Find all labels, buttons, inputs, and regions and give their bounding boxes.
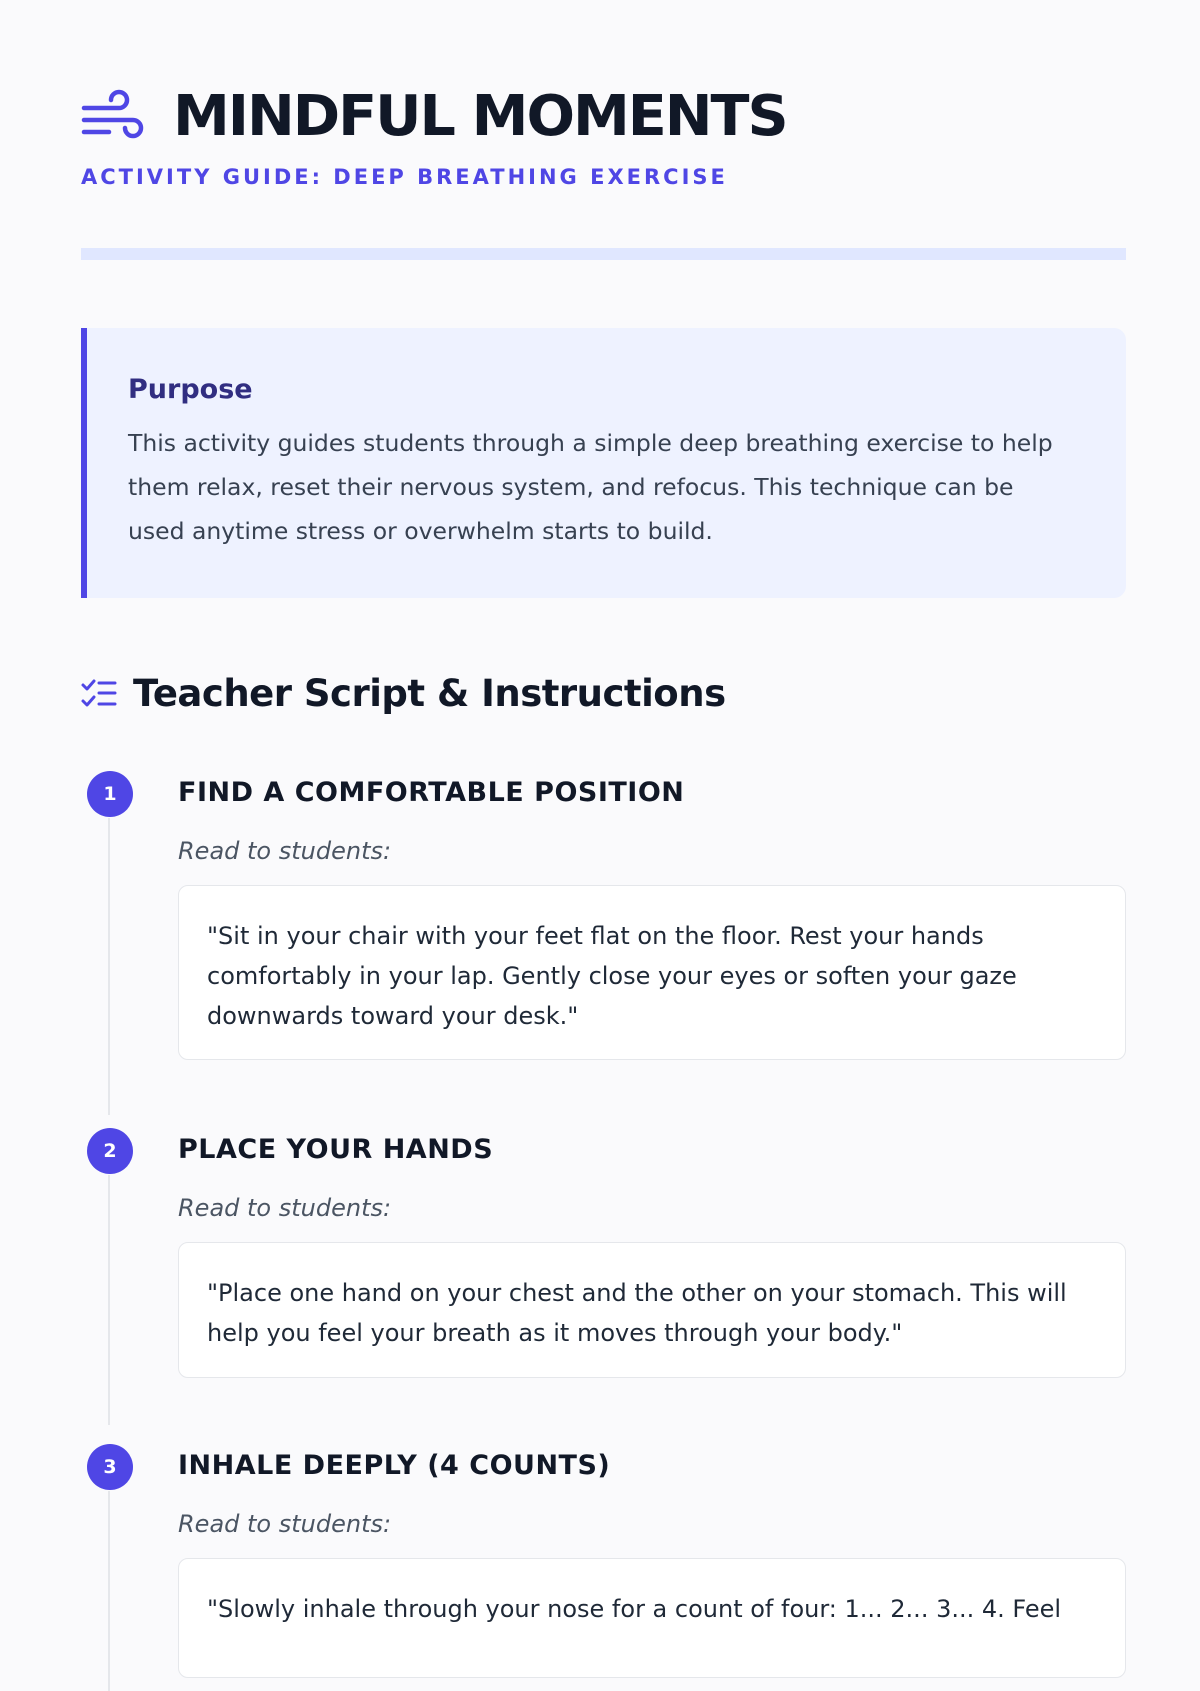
page-title: MINDFUL MOMENTS: [173, 84, 787, 149]
step-connector: [108, 818, 110, 1115]
purpose-text: This activity guides students through a simple deep breathing exercise to help them relax, reset their nervous system, and refocus. This technique can be used anytime stress or overwhelm starts to build.: [128, 429, 1053, 545]
purpose-callout: [81, 328, 1126, 598]
page-header: [81, 82, 787, 152]
step-prompt: Read to students:: [178, 837, 392, 865]
section-title: Teacher Script & Instructions: [133, 671, 726, 715]
step-number-badge: 3: [87, 1444, 133, 1490]
activity-guide-page: [81, 0, 1126, 1623]
step-prompt: Read to students:: [178, 1510, 392, 1538]
purpose-heading: Purpose: [128, 374, 253, 405]
step-number-badge: 1: [87, 771, 133, 817]
checklist-icon: [81, 677, 117, 709]
page-subtitle: ACTIVITY GUIDE: DEEP BREATHING EXERCISE: [81, 165, 728, 189]
section-heading: [81, 668, 726, 718]
header-divider: [81, 248, 1126, 260]
step-title: FIND A COMFORTABLE POSITION: [178, 777, 685, 808]
step-script-quote: "Slowly inhale through your nose for a count of four: 1... 2... 3... 4. Feel: [178, 1558, 1126, 1678]
step-connector: [108, 1491, 110, 1691]
step-title: PLACE YOUR HANDS: [178, 1134, 494, 1165]
step-script-quote: "Place one hand on your chest and the other on your stomach. This will help you feel your breath as it moves through your body.": [178, 1242, 1126, 1378]
step-number-badge: 2: [87, 1128, 133, 1174]
step-title: INHALE DEEPLY (4 COUNTS): [178, 1450, 611, 1481]
wind-icon: [81, 91, 145, 143]
step-prompt: Read to students:: [178, 1194, 392, 1222]
step-connector: [108, 1175, 110, 1425]
step-script-quote: "Sit in your chair with your feet flat on the floor. Rest your hands comfortably in your lap. Gently close your eyes or soften your gaze downwards toward your desk.": [178, 885, 1126, 1060]
